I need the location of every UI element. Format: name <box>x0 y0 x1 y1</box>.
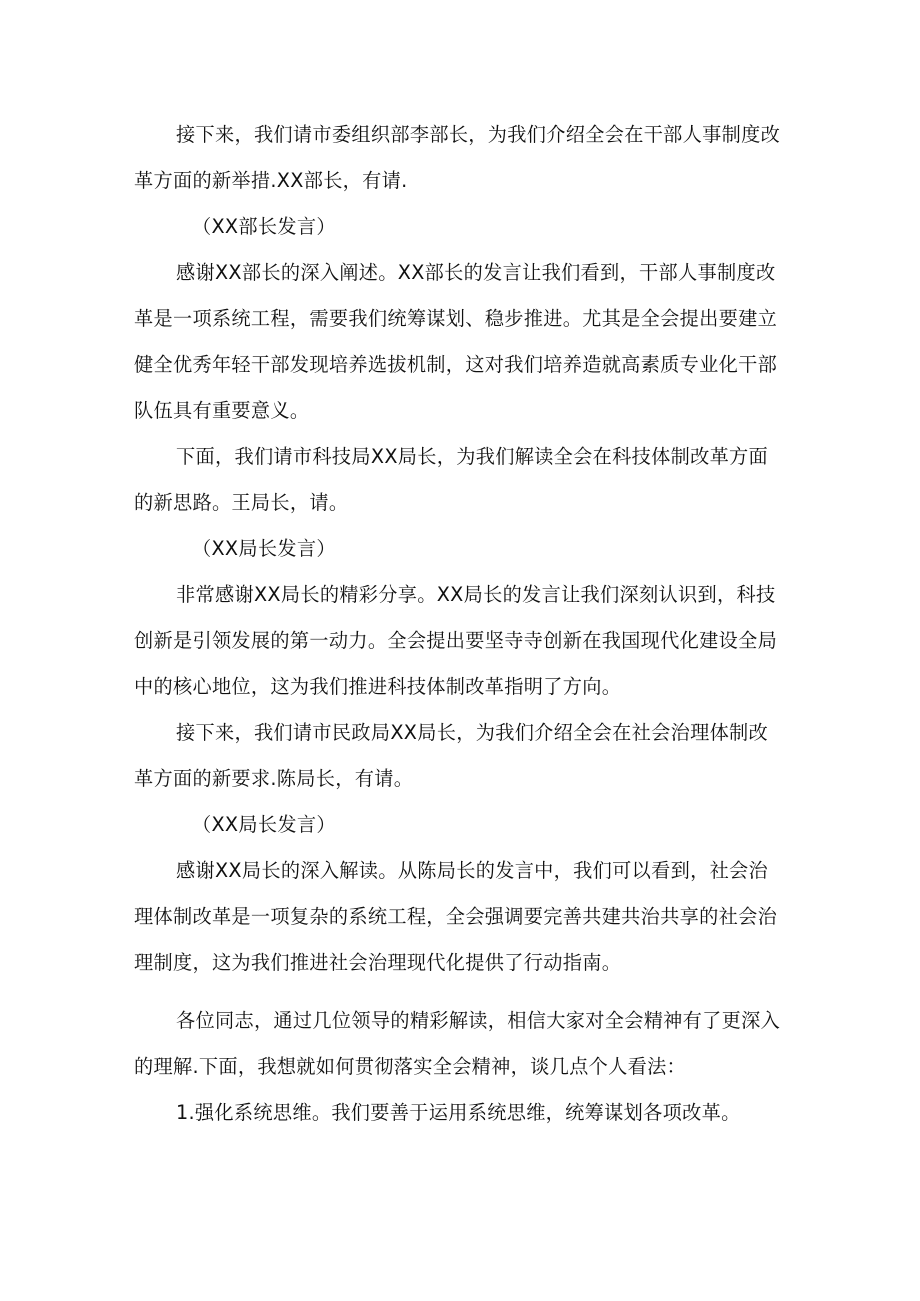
document-body <box>134 112 784 1136</box>
paragraph-thanks-minister: 感谢XX部长的深入阐述。XX部长的发言让我们看到，干部人事制度改革是一项系统工程，需要我们统筹谋划、稳步推进。尤其是全会提出要建立健全优秀年轻干部发现培养选拔机制，这对我们培养造就高素质专业化干部队伍具有重要意义。 <box>134 261 778 422</box>
paragraph-minister-speech-note: （XX部长发言） <box>192 215 336 238</box>
paragraph-intro-technology-director: 下面，我们请市科技局XX局长，为我们解读全会在科技体制改革方面的新思路。王局长，请。 <box>134 445 769 514</box>
paragraph-civil-affairs-speech-note: （XX局长发言） <box>192 813 336 836</box>
paragraph-technology-speech-note: （XX局长发言） <box>192 537 336 560</box>
paragraph-intro-civil-affairs-director: 接下来，我们请市民政局XX局长，为我们介绍全会在社会治理体制改革方面的新要求.陈局长，有请。 <box>134 721 769 790</box>
list-item-systems-thinking: 1.强化系统思维。我们要善于运用系统思维，统筹谋划各项改革。 <box>176 1101 741 1124</box>
paragraph-personal-views-intro: 各位同志，通过几位领导的精彩解读，相信大家对全会精神有了更深入的理解.下面，我想就如何贯彻落实全会精神，谈几点个人看法： <box>134 1009 781 1078</box>
paragraph-thanks-civil-affairs-director: 感谢XX局长的深入解读。从陈局长的发言中，我们可以看到，社会治理体制改革是一项复杂的系统工程，全会强调要完善共建共治共享的社会治理制度，这为我们推进社会治理现代化提供了行动指南。 <box>134 859 778 974</box>
paragraph-thanks-technology-director: 非常感谢XX局长的精彩分享。XX局长的发言让我们深刻认识到，科技创新是引领发展的第一动力。全会提出要坚寺寺创新在我国现代化建设全局中的核心地位，这为我们推进科技体制改革指明了方向。 <box>134 583 778 698</box>
paragraph-intro-organization-minister: 接下来，我们请市委组织部李部长，为我们介绍全会在干部人事制度改革方面的新举措.XX部长，有请. <box>134 123 781 192</box>
